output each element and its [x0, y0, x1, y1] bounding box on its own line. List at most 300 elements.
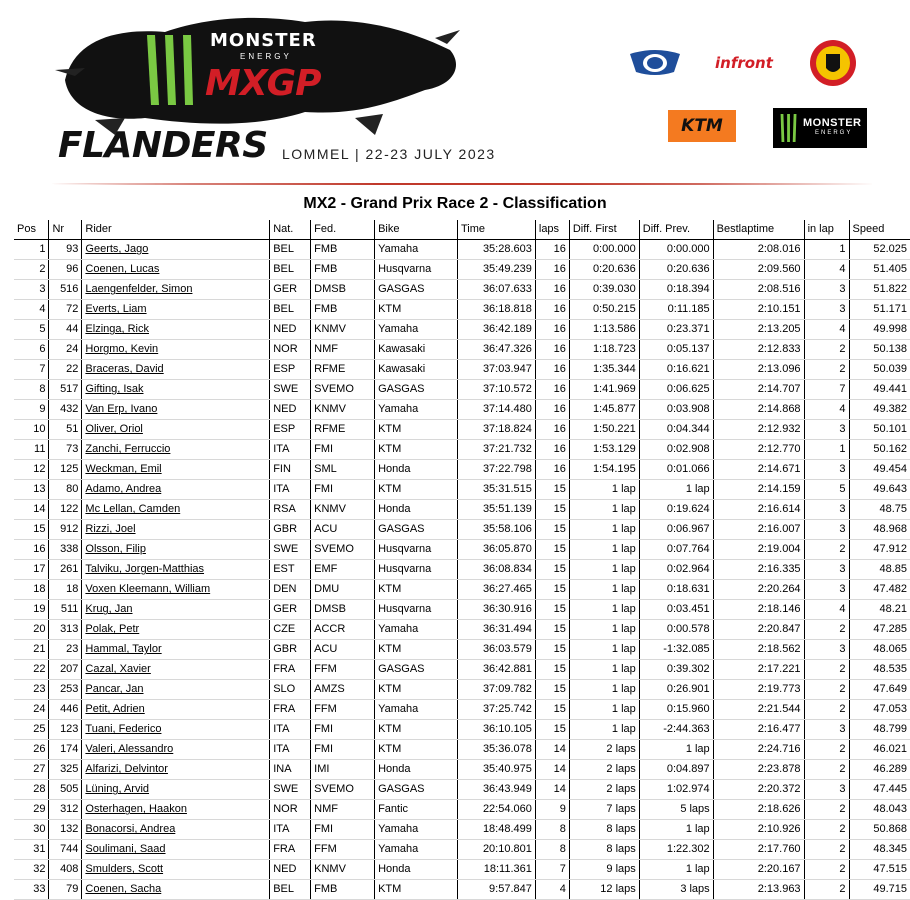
cell-rider[interactable]: Coenen, Sacha — [82, 880, 270, 900]
cell-bestlaptime: 2:23.878 — [713, 760, 804, 780]
cell-rider[interactable]: Hammal, Taylor — [82, 640, 270, 660]
cell-fed: FMB — [311, 300, 375, 320]
cell-diff-prev: 0:16.621 — [639, 360, 713, 380]
cell-bestlaptime: 2:08.016 — [713, 240, 804, 260]
cell-diff-prev: 0:19.624 — [639, 500, 713, 520]
cell-pos: 18 — [14, 580, 49, 600]
cell-diff-first: 1 lap — [569, 720, 639, 740]
cell-bike: Husqvarna — [375, 560, 458, 580]
cell-diff-first: 0:20.636 — [569, 260, 639, 280]
cell-nat: GER — [270, 280, 311, 300]
cell-diff-prev: 0:11.185 — [639, 300, 713, 320]
cell-in-lap: 3 — [804, 720, 849, 740]
table-row — [14, 480, 910, 500]
cell-in-lap: 2 — [804, 340, 849, 360]
cell-rider[interactable]: Voxen Kleemann, William — [82, 580, 270, 600]
cell-speed: 50.101 — [849, 420, 910, 440]
cell-in-lap: 2 — [804, 540, 849, 560]
cell-nat: BEL — [270, 880, 311, 900]
cell-fed: KNMV — [311, 320, 375, 340]
cell-bestlaptime: 2:20.372 — [713, 780, 804, 800]
table-row — [14, 340, 910, 360]
cell-speed: 49.643 — [849, 480, 910, 500]
cell-pos: 9 — [14, 400, 49, 420]
cell-rider[interactable]: Valeri, Alessandro — [82, 740, 270, 760]
cell-nat: EST — [270, 560, 311, 580]
cell-in-lap: 2 — [804, 800, 849, 820]
cell-bike: KTM — [375, 580, 458, 600]
cell-laps: 15 — [535, 640, 569, 660]
cell-bestlaptime: 2:08.516 — [713, 280, 804, 300]
cell-pos: 22 — [14, 660, 49, 680]
cell-diff-prev: 0:00.578 — [639, 620, 713, 640]
cell-time: 36:43.949 — [457, 780, 535, 800]
cell-fed: KNMV — [311, 500, 375, 520]
table-row — [14, 780, 910, 800]
cell-in-lap: 2 — [804, 740, 849, 760]
cell-nr: 132 — [49, 820, 82, 840]
monster-claw-icon — [775, 108, 803, 148]
cell-in-lap: 4 — [804, 320, 849, 340]
cell-speed: 52.025 — [849, 240, 910, 260]
cell-nat: NED — [270, 320, 311, 340]
cell-rider[interactable]: Olsson, Filip — [82, 540, 270, 560]
cell-pos: 31 — [14, 840, 49, 860]
cell-pos: 20 — [14, 620, 49, 640]
cell-time: 35:51.139 — [457, 500, 535, 520]
cell-bike: Yamaha — [375, 840, 458, 860]
cell-diff-prev: 0:04.897 — [639, 760, 713, 780]
cell-time: 37:18.824 — [457, 420, 535, 440]
cell-in-lap: 7 — [804, 380, 849, 400]
cell-rider[interactable]: Zanchi, Ferruccio — [82, 440, 270, 460]
cell-in-lap: 4 — [804, 400, 849, 420]
cell-fed: ACU — [311, 640, 375, 660]
cell-pos: 7 — [14, 360, 49, 380]
cell-diff-first: 1 lap — [569, 480, 639, 500]
cell-fed: FMB — [311, 240, 375, 260]
cell-pos: 14 — [14, 500, 49, 520]
cell-bestlaptime: 2:17.221 — [713, 660, 804, 680]
cell-laps: 15 — [535, 480, 569, 500]
table-row — [14, 700, 910, 720]
cell-time: 36:42.881 — [457, 660, 535, 680]
cell-diff-prev: 0:26.901 — [639, 680, 713, 700]
ktm-logo: KTM — [668, 110, 736, 142]
cell-nr: 122 — [49, 500, 82, 520]
red-divider-line — [50, 182, 875, 186]
cell-laps: 16 — [535, 360, 569, 380]
cell-bestlaptime: 2:19.773 — [713, 680, 804, 700]
cell-bestlaptime: 2:16.007 — [713, 520, 804, 540]
cell-bike: Yamaha — [375, 620, 458, 640]
cell-speed: 47.445 — [849, 780, 910, 800]
cell-nat: NED — [270, 860, 311, 880]
cell-rider[interactable]: Polak, Petr — [82, 620, 270, 640]
cell-laps: 15 — [535, 580, 569, 600]
cell-bestlaptime: 2:18.562 — [713, 640, 804, 660]
cell-nr: 80 — [49, 480, 82, 500]
cell-in-lap: 2 — [804, 860, 849, 880]
cell-laps: 15 — [535, 660, 569, 680]
cell-bestlaptime: 2:13.205 — [713, 320, 804, 340]
cell-bike: GASGAS — [375, 280, 458, 300]
cell-laps: 16 — [535, 240, 569, 260]
cell-nr: 312 — [49, 800, 82, 820]
cell-diff-prev: 0:20.636 — [639, 260, 713, 280]
cell-time: 37:14.480 — [457, 400, 535, 420]
cell-fed: RFME — [311, 420, 375, 440]
column-header-nr: Nr — [49, 220, 82, 240]
cell-rider[interactable]: Petit, Adrien — [82, 700, 270, 720]
cell-nat: CZE — [270, 620, 311, 640]
cell-bike: GASGAS — [375, 780, 458, 800]
cell-rider[interactable]: Braceras, David — [82, 360, 270, 380]
cell-pos: 16 — [14, 540, 49, 560]
cell-time: 36:10.105 — [457, 720, 535, 740]
cell-diff-prev: 1:02.974 — [639, 780, 713, 800]
cell-laps: 16 — [535, 440, 569, 460]
cell-in-lap: 3 — [804, 300, 849, 320]
table-row — [14, 640, 910, 660]
cell-in-lap: 2 — [804, 840, 849, 860]
federation-crest-icon — [808, 38, 858, 88]
cell-diff-first: 1 lap — [569, 500, 639, 520]
cell-diff-first: 1 lap — [569, 520, 639, 540]
cell-nr: 511 — [49, 600, 82, 620]
cell-nr: 505 — [49, 780, 82, 800]
cell-bestlaptime: 2:12.770 — [713, 440, 804, 460]
cell-in-lap: 3 — [804, 780, 849, 800]
cell-speed: 50.868 — [849, 820, 910, 840]
cell-nat: ITA — [270, 720, 311, 740]
cell-diff-first: 1 lap — [569, 700, 639, 720]
cell-diff-first: 1:35.344 — [569, 360, 639, 380]
cell-bike: KTM — [375, 720, 458, 740]
cell-rider[interactable]: Tuani, Federico — [82, 720, 270, 740]
cell-fed: SVEMO — [311, 780, 375, 800]
cell-time: 35:58.106 — [457, 520, 535, 540]
venue-date: LOMMEL | 22-23 JULY 2023 — [282, 146, 496, 162]
cell-diff-first: 1:41.969 — [569, 380, 639, 400]
table-row — [14, 320, 910, 340]
cell-bestlaptime: 2:18.626 — [713, 800, 804, 820]
cell-laps: 4 — [535, 880, 569, 900]
cell-bike: KTM — [375, 440, 458, 460]
cell-rider[interactable]: Pancar, Jan — [82, 680, 270, 700]
cell-pos: 2 — [14, 260, 49, 280]
cell-fed: FMI — [311, 820, 375, 840]
cell-laps: 15 — [535, 560, 569, 580]
cell-laps: 9 — [535, 800, 569, 820]
cell-nat: NOR — [270, 340, 311, 360]
cell-bike: KTM — [375, 480, 458, 500]
cell-diff-prev: 0:00.000 — [639, 240, 713, 260]
cell-pos: 19 — [14, 600, 49, 620]
cell-diff-prev: -2:44.363 — [639, 720, 713, 740]
cell-time: 37:21.732 — [457, 440, 535, 460]
cell-rider[interactable]: Smulders, Scott — [82, 860, 270, 880]
cell-nr: 446 — [49, 700, 82, 720]
table-row — [14, 300, 910, 320]
cell-diff-first: 2 laps — [569, 780, 639, 800]
cell-diff-first: 1:45.877 — [569, 400, 639, 420]
energy-brand-text: ENERGY — [240, 52, 292, 61]
cell-pos: 13 — [14, 480, 49, 500]
cell-bike: Kawasaki — [375, 360, 458, 380]
cell-nat: NED — [270, 400, 311, 420]
cell-speed: 46.289 — [849, 760, 910, 780]
cell-pos: 5 — [14, 320, 49, 340]
cell-rider[interactable]: Adamo, Andrea — [82, 480, 270, 500]
cell-pos: 1 — [14, 240, 49, 260]
cell-in-lap: 3 — [804, 420, 849, 440]
monster-logo-text: MONSTER — [803, 117, 862, 129]
cell-pos: 29 — [14, 800, 49, 820]
cell-nr: 22 — [49, 360, 82, 380]
cell-speed: 46.021 — [849, 740, 910, 760]
cell-nr: 517 — [49, 380, 82, 400]
table-row — [14, 540, 910, 560]
event-name: FLANDERS — [58, 125, 268, 166]
table-row — [14, 880, 910, 900]
cell-time: 35:40.975 — [457, 760, 535, 780]
cell-speed: 48.799 — [849, 720, 910, 740]
cell-fed: NMF — [311, 800, 375, 820]
cell-pos: 24 — [14, 700, 49, 720]
column-header-in-lap: in lap — [804, 220, 849, 240]
cell-in-lap: 2 — [804, 660, 849, 680]
table-row — [14, 800, 910, 820]
cell-fed: ACU — [311, 520, 375, 540]
cell-speed: 48.968 — [849, 520, 910, 540]
cell-bike: KTM — [375, 740, 458, 760]
cell-nr: 912 — [49, 520, 82, 540]
cell-diff-first: 12 laps — [569, 880, 639, 900]
cell-bestlaptime: 2:14.159 — [713, 480, 804, 500]
table-row — [14, 820, 910, 840]
cell-bike: Honda — [375, 860, 458, 880]
cell-time: 36:03.579 — [457, 640, 535, 660]
table-row — [14, 520, 910, 540]
cell-pos: 32 — [14, 860, 49, 880]
table-row — [14, 660, 910, 680]
cell-time: 37:25.742 — [457, 700, 535, 720]
cell-nr: 93 — [49, 240, 82, 260]
cell-rider[interactable]: Krug, Jan — [82, 600, 270, 620]
cell-nat: FIN — [270, 460, 311, 480]
cell-rider[interactable]: Osterhagen, Haakon — [82, 800, 270, 820]
cell-rider[interactable]: Gifting, Isak — [82, 380, 270, 400]
cell-time: 9:57.847 — [457, 880, 535, 900]
cell-rider[interactable]: Weckman, Emil — [82, 460, 270, 480]
cell-nr: 23 — [49, 640, 82, 660]
cell-nr: 18 — [49, 580, 82, 600]
cell-rider[interactable]: Coenen, Lucas — [82, 260, 270, 280]
cell-time: 36:18.818 — [457, 300, 535, 320]
cell-laps: 16 — [535, 460, 569, 480]
cell-nr: 338 — [49, 540, 82, 560]
cell-rider[interactable]: Bonacorsi, Andrea — [82, 820, 270, 840]
cell-nr: 123 — [49, 720, 82, 740]
cell-rider[interactable]: Horgmo, Kevin — [82, 340, 270, 360]
cell-time: 36:42.189 — [457, 320, 535, 340]
table-row — [14, 740, 910, 760]
cell-nr: 325 — [49, 760, 82, 780]
cell-laps: 8 — [535, 840, 569, 860]
cell-nat: ITA — [270, 480, 311, 500]
cell-bike: Yamaha — [375, 240, 458, 260]
cell-diff-first: 9 laps — [569, 860, 639, 880]
cell-rider[interactable]: Talviku, Jorgen-Matthias — [82, 560, 270, 580]
cell-rider[interactable]: Lüning, Arvid — [82, 780, 270, 800]
cell-in-lap: 2 — [804, 360, 849, 380]
cell-speed: 50.039 — [849, 360, 910, 380]
cell-rider[interactable]: Oliver, Oriol — [82, 420, 270, 440]
cell-diff-prev: 0:07.764 — [639, 540, 713, 560]
cell-laps: 15 — [535, 680, 569, 700]
cell-rider[interactable]: Elzinga, Rick — [82, 320, 270, 340]
cell-nat: FRA — [270, 840, 311, 860]
cell-laps: 16 — [535, 340, 569, 360]
cell-diff-prev: 0:03.908 — [639, 400, 713, 420]
cell-fed: FMI — [311, 480, 375, 500]
cell-pos: 10 — [14, 420, 49, 440]
cell-bestlaptime: 2:13.096 — [713, 360, 804, 380]
cell-nat: FRA — [270, 660, 311, 680]
cell-diff-first: 8 laps — [569, 840, 639, 860]
cell-speed: 49.382 — [849, 400, 910, 420]
cell-diff-prev: 0:23.371 — [639, 320, 713, 340]
cell-fed: FMB — [311, 260, 375, 280]
cell-rider[interactable]: Mc Lellan, Camden — [82, 500, 270, 520]
cell-bike: KTM — [375, 300, 458, 320]
cell-diff-first: 1 lap — [569, 560, 639, 580]
cell-time: 37:09.782 — [457, 680, 535, 700]
classification-table — [14, 220, 910, 900]
cell-diff-first: 1:50.221 — [569, 420, 639, 440]
cell-fed: FMB — [311, 880, 375, 900]
cell-bike: Husqvarna — [375, 260, 458, 280]
cell-speed: 49.715 — [849, 880, 910, 900]
cell-diff-first: 1 lap — [569, 660, 639, 680]
cell-in-lap: 3 — [804, 280, 849, 300]
cell-nat: FRA — [270, 700, 311, 720]
cell-diff-prev: 1 lap — [639, 740, 713, 760]
cell-rider[interactable]: Everts, Liam — [82, 300, 270, 320]
cell-rider[interactable]: Soulimani, Saad — [82, 840, 270, 860]
cell-diff-first: 1 lap — [569, 540, 639, 560]
cell-bike: Yamaha — [375, 400, 458, 420]
cell-time: 35:49.239 — [457, 260, 535, 280]
table-row — [14, 420, 910, 440]
cell-laps: 15 — [535, 700, 569, 720]
cell-bike: KTM — [375, 880, 458, 900]
energy-logo-text: ENERGY — [815, 130, 853, 136]
cell-bike: Fantic — [375, 800, 458, 820]
cell-diff-prev: 0:39.302 — [639, 660, 713, 680]
cell-diff-prev: 0:02.964 — [639, 560, 713, 580]
cell-bestlaptime: 2:16.614 — [713, 500, 804, 520]
monster-brand-text: MONSTER — [210, 30, 317, 51]
table-row — [14, 840, 910, 860]
cell-bestlaptime: 2:10.151 — [713, 300, 804, 320]
cell-laps: 15 — [535, 540, 569, 560]
cell-nr: 207 — [49, 660, 82, 680]
cell-bike: Husqvarna — [375, 600, 458, 620]
cell-pos: 28 — [14, 780, 49, 800]
cell-diff-first: 1:18.723 — [569, 340, 639, 360]
cell-time: 36:27.465 — [457, 580, 535, 600]
cell-pos: 15 — [14, 520, 49, 540]
cell-rider[interactable]: Laengenfelder, Simon — [82, 280, 270, 300]
cell-bike: Honda — [375, 760, 458, 780]
table-row — [14, 400, 910, 420]
cell-bestlaptime: 2:13.963 — [713, 880, 804, 900]
cell-bestlaptime: 2:20.847 — [713, 620, 804, 640]
cell-diff-first: 1 lap — [569, 680, 639, 700]
cell-diff-prev: 3 laps — [639, 880, 713, 900]
cell-diff-first: 0:50.215 — [569, 300, 639, 320]
cell-nat: SWE — [270, 380, 311, 400]
cell-rider[interactable]: Van Erp, Ivano — [82, 400, 270, 420]
cell-speed: 49.441 — [849, 380, 910, 400]
cell-rider[interactable]: Rizzi, Joel — [82, 520, 270, 540]
cell-fed: SVEMO — [311, 380, 375, 400]
cell-bestlaptime: 2:14.868 — [713, 400, 804, 420]
cell-in-lap: 4 — [804, 260, 849, 280]
cell-in-lap: 1 — [804, 440, 849, 460]
cell-speed: 48.535 — [849, 660, 910, 680]
cell-in-lap: 3 — [804, 580, 849, 600]
cell-bestlaptime: 2:17.760 — [713, 840, 804, 860]
cell-rider[interactable]: Alfarizi, Delvintor — [82, 760, 270, 780]
cell-bike: Yamaha — [375, 320, 458, 340]
cell-speed: 48.85 — [849, 560, 910, 580]
cell-bike: KTM — [375, 640, 458, 660]
column-header-bike: Bike — [375, 220, 458, 240]
cell-speed: 47.912 — [849, 540, 910, 560]
cell-fed: KNMV — [311, 400, 375, 420]
cell-fed: FFM — [311, 700, 375, 720]
table-row — [14, 360, 910, 380]
cell-rider[interactable]: Geerts, Jago — [82, 240, 270, 260]
cell-diff-prev: 1:22.302 — [639, 840, 713, 860]
cell-laps: 15 — [535, 500, 569, 520]
cell-laps: 8 — [535, 820, 569, 840]
cell-bike: Kawasaki — [375, 340, 458, 360]
cell-fed: NMF — [311, 340, 375, 360]
cell-diff-first: 1 lap — [569, 600, 639, 620]
column-header-speed: Speed — [849, 220, 910, 240]
cell-fed: AMZS — [311, 680, 375, 700]
cell-rider[interactable]: Cazal, Xavier — [82, 660, 270, 680]
cell-time: 37:03.947 — [457, 360, 535, 380]
cell-diff-prev: 0:05.137 — [639, 340, 713, 360]
cell-pos: 12 — [14, 460, 49, 480]
cell-nr: 73 — [49, 440, 82, 460]
table-row — [14, 760, 910, 780]
cell-diff-prev: 0:01.066 — [639, 460, 713, 480]
cell-time: 18:48.499 — [457, 820, 535, 840]
cell-diff-prev: 0:18.631 — [639, 580, 713, 600]
cell-diff-prev: 1 lap — [639, 820, 713, 840]
cell-bike: GASGAS — [375, 380, 458, 400]
column-header-bestlaptime: Bestlaptime — [713, 220, 804, 240]
cell-nr: 174 — [49, 740, 82, 760]
cell-bestlaptime: 2:20.167 — [713, 860, 804, 880]
infront-logo: infront — [715, 54, 773, 72]
